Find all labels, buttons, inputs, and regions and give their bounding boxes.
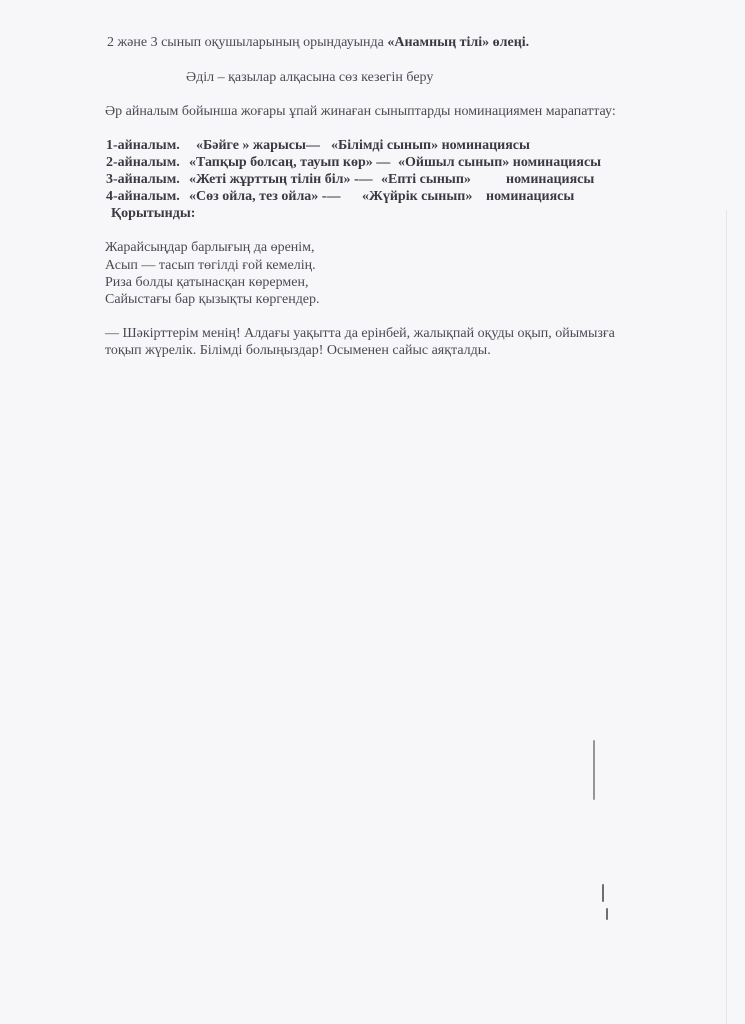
intro-line bbox=[107, 34, 529, 52]
round-2-label: 2-айналым. bbox=[106, 155, 180, 170]
round-3-contest: «Жеті жұрттың тілін біл» -— bbox=[189, 172, 373, 187]
scan-speck bbox=[593, 740, 595, 800]
round-4 bbox=[106, 188, 575, 206]
round-1-nomination: «Білімді сынып» номинациясы bbox=[331, 138, 530, 153]
round-1-label: 1-айналым. bbox=[106, 138, 180, 153]
round-2-nomination: «Ойшыл сынып» номинациясы bbox=[398, 155, 602, 170]
poem-line-4: Сайыстағы бар қызықты көргендер. bbox=[105, 292, 320, 307]
round-3-nomination-suffix: номинациясы bbox=[506, 172, 595, 187]
intro-suffix: өлеңі. bbox=[489, 35, 530, 50]
round-2 bbox=[106, 154, 602, 172]
scan-speck bbox=[606, 908, 608, 920]
poem-title: «Анамның тілі» bbox=[387, 35, 490, 50]
round-1-contest: «Бәйге » жарысы— bbox=[196, 138, 320, 153]
poem-line-2: Асып — тасып төгілді ғой кемелің. bbox=[105, 258, 316, 273]
jury-line: Әділ – қазылар алқасына сөз кезегін беру bbox=[186, 70, 434, 85]
intro-prefix: 2 және 3 сынып оқушыларының орындауында bbox=[107, 35, 388, 50]
round-4-contest: «Сөз ойла, тез ойла» -— bbox=[189, 189, 341, 204]
conclusion-heading: Қорытынды: bbox=[111, 206, 196, 221]
round-2-contest: «Тапқыр болсаң, тауып көр» — bbox=[189, 155, 391, 170]
round-3-label: 3-айналым. bbox=[106, 172, 180, 187]
round-3 bbox=[106, 171, 595, 189]
scan-edge-line bbox=[726, 210, 727, 1024]
scan-speck bbox=[602, 884, 604, 902]
round-1 bbox=[106, 137, 530, 155]
poem-line-3: Риза болды қатынасқан көрермен, bbox=[105, 275, 309, 290]
round-4-nomination-suffix: номинациясы bbox=[486, 189, 575, 204]
round-4-nomination: «Жүйрік сынып» bbox=[362, 189, 473, 204]
round-3-nomination: «Епті сынып» bbox=[381, 172, 471, 187]
round-4-label: 4-айналым. bbox=[106, 189, 180, 204]
closing-line-1: — Шәкірттерім менің! Алдағы уақытта да ерінбей, жалықпай оқуды оқып, ойымызға bbox=[105, 326, 615, 341]
poem-line-1: Жарайсыңдар барлығың да өренім, bbox=[105, 240, 315, 255]
closing-line-2: тоқып жүрелік. Білімді болыңыздар! Осыменен сайыс аяқталды. bbox=[105, 343, 491, 358]
award-intro: Әр айналым бойынша жоғары ұпай жинаған сыныптарды номинациямен марапаттау: bbox=[105, 104, 616, 119]
